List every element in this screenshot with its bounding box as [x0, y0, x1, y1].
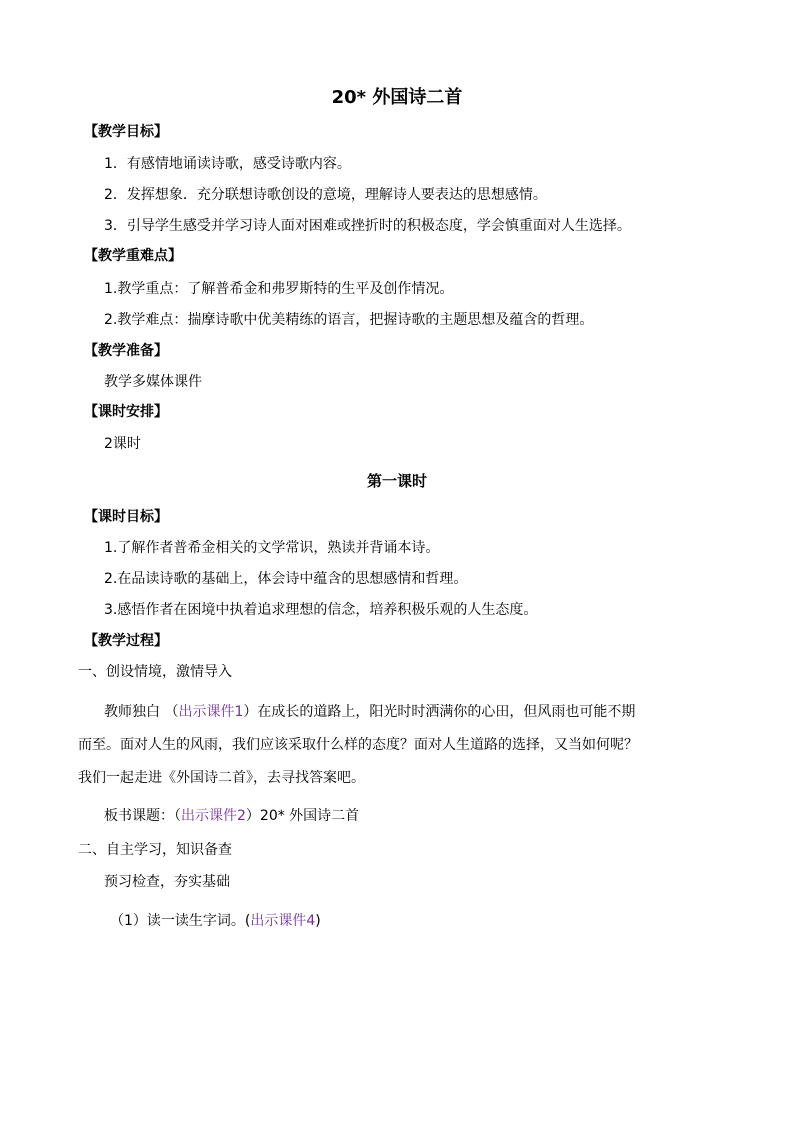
board-text-pre: 板书课题：（: [104, 808, 181, 824]
schedule-heading: 【课时安排】: [84, 404, 168, 420]
intro-text-pre: 教师独白 （: [104, 704, 179, 720]
lesson-goals-heading: 【课时目标】: [84, 509, 168, 525]
prep-text: 教学多媒体课件: [104, 374, 202, 390]
vocab-text-pre: （1）读一读生字词。(: [110, 913, 251, 929]
keypoint-item-1: 1.教学重点：了解普希金和弗罗斯特的生平及创作情况。: [104, 281, 454, 297]
intro-paragraph-line-2: 而至。面对人生的风雨，我们应该采取什么样的态度？面对人生道路的选择，又当如何呢？: [78, 737, 638, 753]
lesson-goal-1: 1.了解作者普希金相关的文学常识，熟读并背诵本诗。: [104, 540, 440, 556]
intro-paragraph-line-1: [104, 702, 635, 722]
section-2-heading: 二、自主学习，知识备查: [78, 842, 232, 858]
lesson-title: 第一课时: [366, 472, 427, 490]
goal-item-3: 3．引导学生感受并学习诗人面对困难或挫折时的积极态度，学会慎重面对人生选择。: [104, 218, 631, 234]
schedule-text: 2课时: [104, 436, 141, 452]
page-title: 20* 外国诗二首: [331, 87, 463, 108]
intro-text-post: ）在成长的道路上，阳光时时洒满你的心田，但风雨也可能不期: [243, 704, 636, 720]
goal-item-1: 1．有感情地诵读诗歌，感受诗歌内容。: [104, 156, 351, 172]
keypoint-item-2: 2.教学难点：揣摩诗歌中优美精练的语言，把握诗歌的主题思想及蕴含的哲理。: [104, 312, 594, 328]
goal-item-2: 2．发挥想象．充分联想诗歌创设的意境，理解诗人要表达的思想感情。: [104, 187, 547, 203]
board-text-post: ）20* 外国诗二首: [245, 808, 360, 824]
keypoints-heading: 【教学重难点】: [84, 248, 182, 264]
process-heading: 【教学过程】: [84, 633, 168, 649]
lesson-goal-3: 3.感悟作者在困境中执着追求理想的信念，培养积极乐观的人生态度。: [104, 602, 538, 618]
vocab-line: [110, 911, 321, 931]
intro-paragraph-line-3: 我们一起走进《外国诗二首》，去寻找答案吧。: [78, 770, 365, 786]
board-title-line: [104, 806, 359, 826]
courseware-link-4[interactable]: 出示课件4: [250, 913, 316, 929]
goals-heading: 【教学目标】: [84, 124, 168, 140]
vocab-text-post: ): [315, 913, 321, 929]
section-1-heading: 一、创设情境，激情导入: [78, 664, 232, 680]
lesson-goal-2: 2.在品读诗歌的基础上，体会诗中蕴含的思想感情和哲理。: [104, 571, 468, 587]
courseware-link-2[interactable]: 出示课件2: [181, 808, 246, 824]
preview-subheading: 预习检查，夯实基础: [104, 874, 230, 890]
courseware-link-1[interactable]: 出示课件1: [178, 704, 244, 720]
prep-heading: 【教学准备】: [84, 343, 168, 359]
